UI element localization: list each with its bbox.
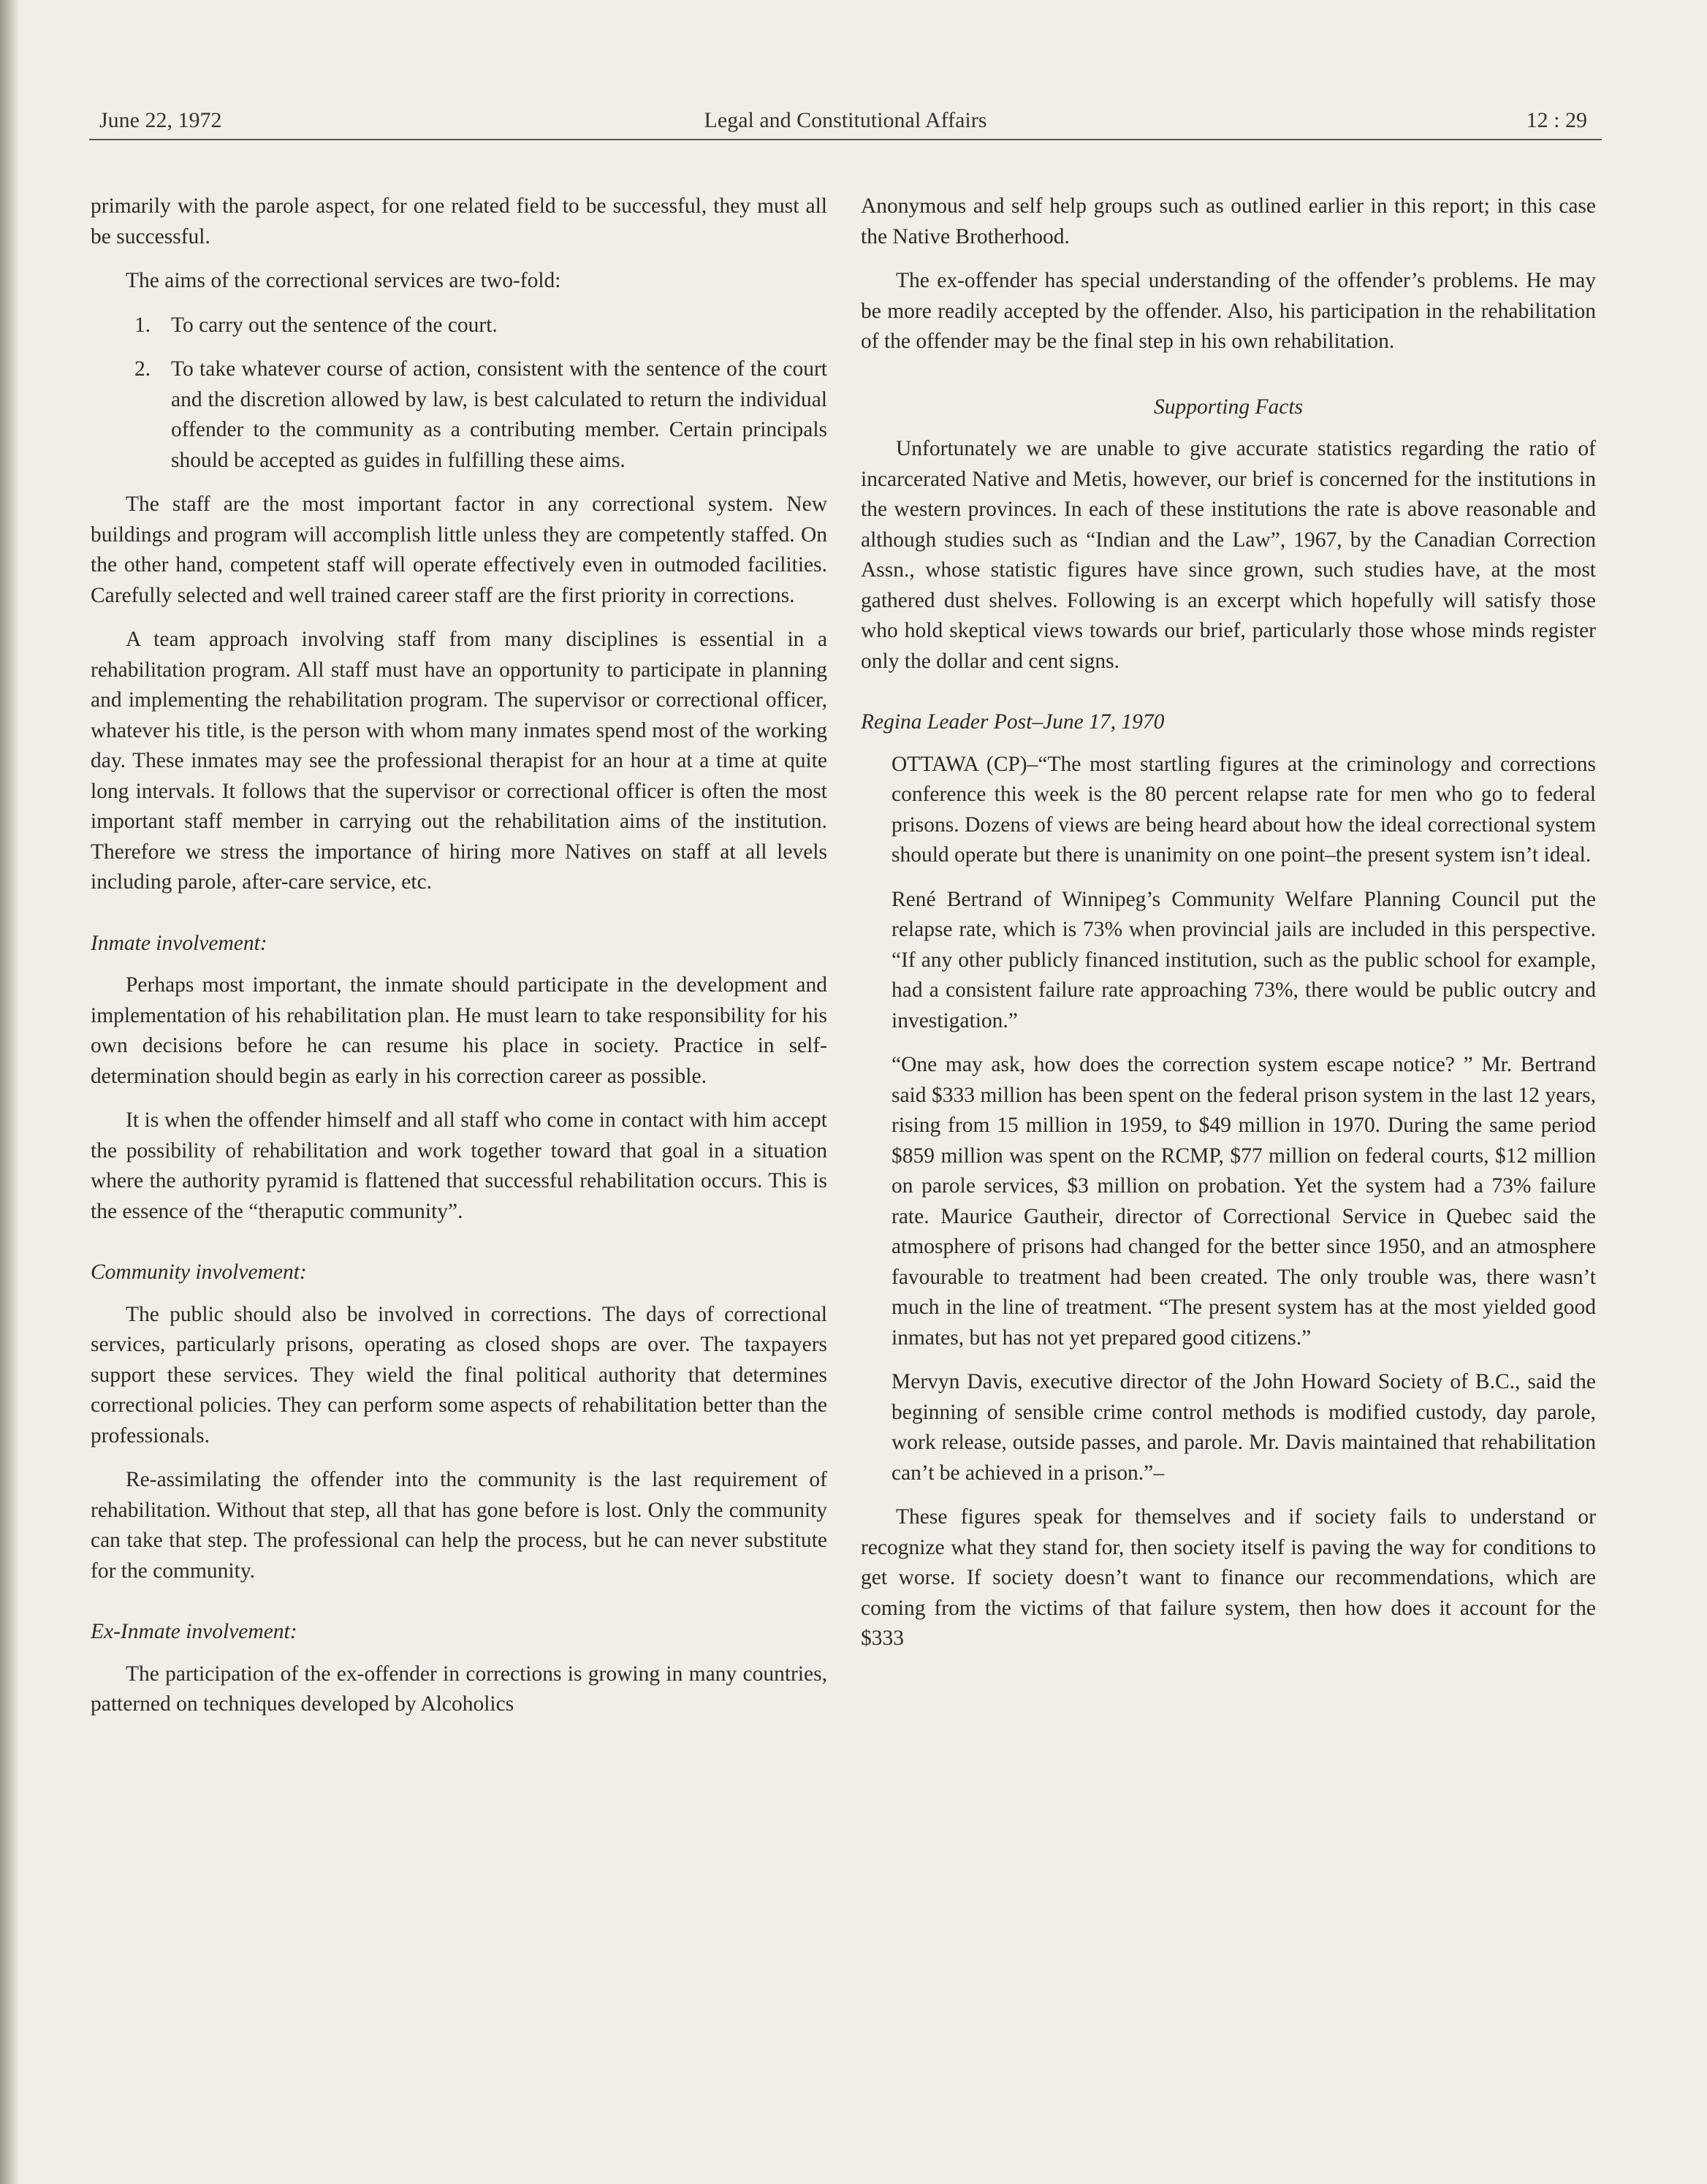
paragraph: The aims of the correctional services are two-fold: [126,269,561,292]
list-number: 1. [134,313,151,337]
running-title: Legal and Constitutional Affairs [704,108,987,132]
quote-paragraph: OTTAWA (CP)–“The most startling figures at the criminology and corrections conference this week is the 80 percent relapse rate for men who go to federal prisons. Dozens of views are being heard about how the ideal correctional system should operate but there is unanimity on one point–the present system isn’t ideal. [891,752,1596,867]
paragraph: It is when the offender himself and all staff who come in contact with him accept the possibility of rehabilitation and work together toward that goal in a situation where the authority pyramid is flattened that successful rehabilitation occurs. This is the essence of the “theraputic community”. [91,1108,827,1223]
section-heading-supporting-facts: Supporting Facts [1153,395,1304,419]
list-text: To take whatever course of action, consistent with the sentence of the court and the discretion allowed by law, is best calculated to return the individual offender to the community as a contributing member. Certain principals should be accepted as guides in fulfilling these aims. [171,357,827,472]
aims-list [91,311,827,476]
binding-edge [0,0,19,2184]
paragraph: The participation of the ex-offender in corrections is growing in many countries, patterned on techniques developed by Alcoholics [91,1662,827,1716]
section-heading-ex-inmate: Ex-Inmate involvement: [91,1620,297,1643]
paragraph: These figures speak for themselves and if society fails to understand or recognize what they stand for, then society itself is paving the way for conditions to get worse. If society doesn’t want to finance our recommendations, which are coming from the victims of that failure system, then how does it account for the $333 [861,1505,1596,1650]
paragraph: primarily with the parole aspect, for one related field to be successful, they must all be successful. [91,194,827,248]
list-number: 2. [134,357,151,381]
paragraph: Perhaps most important, the inmate should participate in the development and implementation of his rehabilitation plan. He must learn to take responsibility for his own decisions before he can resume his place in society. Practice in self-determination should begin as early in his correction career as possible. [91,973,827,1088]
paragraph: Unfortunately we are unable to give accurate statistics regarding the ratio of incarcerated Native and Metis, however, our brief is concerned for the institutions in the western provinces. In each of these institutions the rate is above reasonable and although studies such as “Indian and the Law”, 1967, by the Canadian Correction Assn., whose statistic figures have since grown, such studies have, at the most gathered dust shelves. Following is an excerpt which hopefully will satisfy those who hold skeptical views towards our brief, particularly those whose minds register only the dollar and cent signs. [861,437,1596,673]
list-text: To carry out the sentence of the court. [171,313,498,337]
quote-paragraph: René Bertrand of Winnipeg’s Community Welfare Planning Council put the relapse rate, which is 73% when provincial jails are included in this perspective. “If any other publicly financed institution, such as the public school for example, had a consistent failure rate approaching 73%, there would be public outcry and investigation.” [891,887,1596,1032]
section-heading-inmate: Inmate involvement: [91,931,267,955]
section-heading-community: Community involvement: [91,1260,307,1284]
list-item [91,354,827,476]
left-column [91,191,827,1720]
quote-paragraph: “One may ask, how does the correction system escape notice? ” Mr. Bertrand said $333 million has been spent on the federal prison system in the last 12 years, rising from 15 million in 1959, to $49 million in 1970. During the same period $859 million was spent on the RCMP, $77 million on federal courts, $12 million on parole services, $3 million on probation. Yet the system had a 73% failure rate. Maurice Gautheir, director of Correctional Service in Quebec said the atmosphere of prisons had changed for the better since 1950, and an atmosphere favourable to treatment had been created. The only trouble was, there wasn’t much in the line of treatment. “The present system has at the most yielded good inmates, but has not yet prepared good citizens.” [891,1053,1596,1350]
paragraph: The public should also be involved in corrections. The days of correctional services, particularly prisons, operating as closed shops are over. The taxpayers support these services. They wield the final political authority that determines correctional policies. They can perform some aspects of rehabilitation better than the professionals. [91,1302,827,1447]
page-number: 12 : 29 [1526,108,1587,132]
page-header [89,108,1602,142]
newspaper-excerpt [861,750,1596,1489]
paragraph: Anonymous and self help groups such as outlined earlier in this report; in this case the Native Brotherhood. [861,194,1596,248]
paragraph: The staff are the most important factor in any correctional system. New buildings and program will accomplish little unless they are competently staffed. On the other hand, competent staff will operate effectively even in outmoded facilities. Carefully selected and well trained career staff are the first priority in corrections. [91,492,827,607]
right-column [861,191,1596,1654]
header-rule [89,139,1602,140]
quote-source: Regina Leader Post–June 17, 1970 [861,710,1165,734]
paragraph: Re-assimilating the offender into the community is the last requirement of rehabilitation. Without that step, all that has gone before is lost. Only the community can take that step. The professional can help the process, but he can never substitute for the community. [91,1468,827,1583]
list-item [91,311,827,341]
header-date: June 22, 1972 [99,108,222,132]
paragraph: A team approach involving staff from many disciplines is essential in a rehabilitation program. All staff must have an opportunity to participate in planning and implementing the rehabilitation program. The supervisor or correctional officer, whatever his title, is the person with whom many inmates spend most of the working day. These inmates may see the professional therapist for an hour at a time at quite long intervals. It follows that the supervisor or correctional officer is often the most important staff member in carrying out the rehabilitation aims of the institution. Therefore we stress the importance of hiring more Natives on staff at all levels including parole, after-care service, etc. [91,628,827,894]
quote-paragraph: Mervyn Davis, executive director of the John Howard Society of B.C., said the beginning of sensible crime control methods is modified custody, day parole, work release, outside passes, and parole. Mr. Davis maintained that rehabilitation can’t be achieved in a prison.”– [891,1370,1596,1485]
paragraph: The ex-offender has special understanding of the offender’s problems. He may be more readily accepted by the offender. Also, his participation in the rehabilitation of the offender may be the final step in his own rehabilitation. [861,269,1596,353]
